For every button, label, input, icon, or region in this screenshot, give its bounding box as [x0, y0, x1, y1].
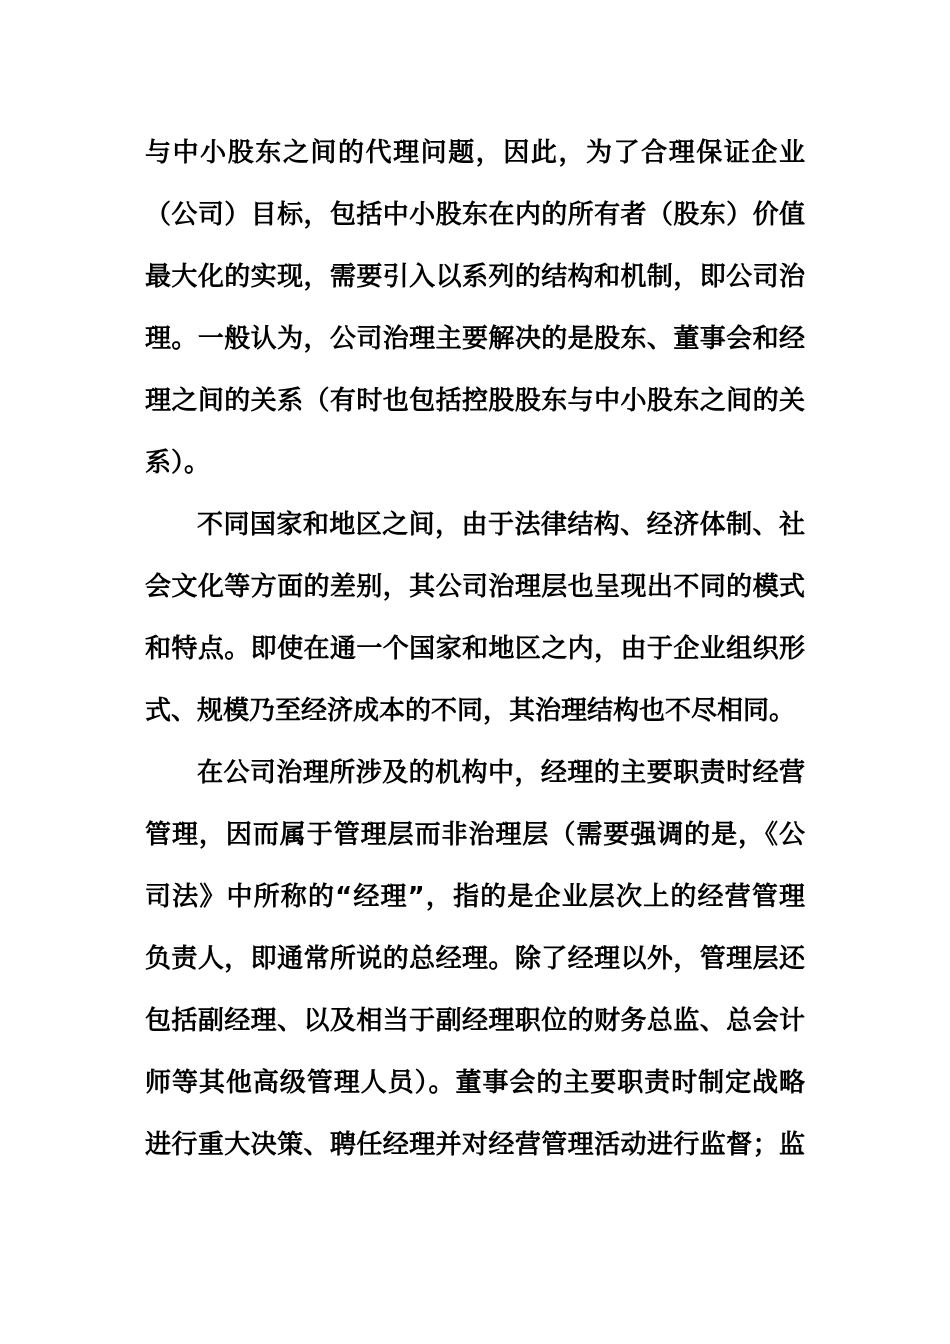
- paragraph-3-line-3: 司法》中所称的“经理”，指的是企业层次上的经营管理: [145, 882, 805, 912]
- paragraph-3-line-4: 负责人，即通常所说的总经理。除了经理以外，管理层还: [145, 944, 805, 974]
- paragraph-1-line-5: 理之间的关系（有时也包括控股股东与中小股东之间的关: [145, 386, 805, 416]
- paragraph-2-line-1: 不同国家和地区之间，由于法律结构、经济体制、社: [197, 510, 805, 540]
- paragraph-1-line-4: 理。一般认为，公司治理主要解决的是股东、董事会和经: [145, 324, 805, 354]
- paragraph-1-line-2: （公司）目标，包括中小股东在内的所有者（股东）价值: [145, 200, 805, 230]
- paragraph-3-line-5: 包括副经理、以及相当于副经理职位的财务总监、总会计: [145, 1006, 805, 1036]
- document-body: [145, 127, 805, 1181]
- paragraph-1-line-6: 系）。: [145, 448, 211, 478]
- paragraph-1-line-3: 最大化的实现，需要引入以系列的结构和机制，即公司治: [145, 262, 805, 292]
- paragraph-3-line-7: 进行重大决策、聘任经理并对经营管理活动进行监督；监: [145, 1130, 805, 1160]
- paragraph-2-line-3: 和特点。即使在通一个国家和地区之内，由于企业组织形: [145, 634, 805, 664]
- paragraph-1-line-1: 与中小股东之间的代理问题，因此，为了合理保证企业: [145, 138, 805, 168]
- paragraph-2-line-2: 会文化等方面的差别，其公司治理层也呈现出不同的模式: [145, 572, 805, 602]
- paragraph-2-line-4: 式、规模乃至经济成本的不同，其治理结构也不尽相同。: [145, 696, 796, 726]
- paragraph-3-line-1: 在公司治理所涉及的机构中，经理的主要职责时经营: [197, 758, 805, 788]
- paragraph-3-line-2: 管理，因而属于管理层而非治理层（需要强调的是，《公: [145, 820, 805, 850]
- paragraph-3-line-6: 师等其他高级管理人员）。董事会的主要职责时制定战略: [145, 1068, 805, 1098]
